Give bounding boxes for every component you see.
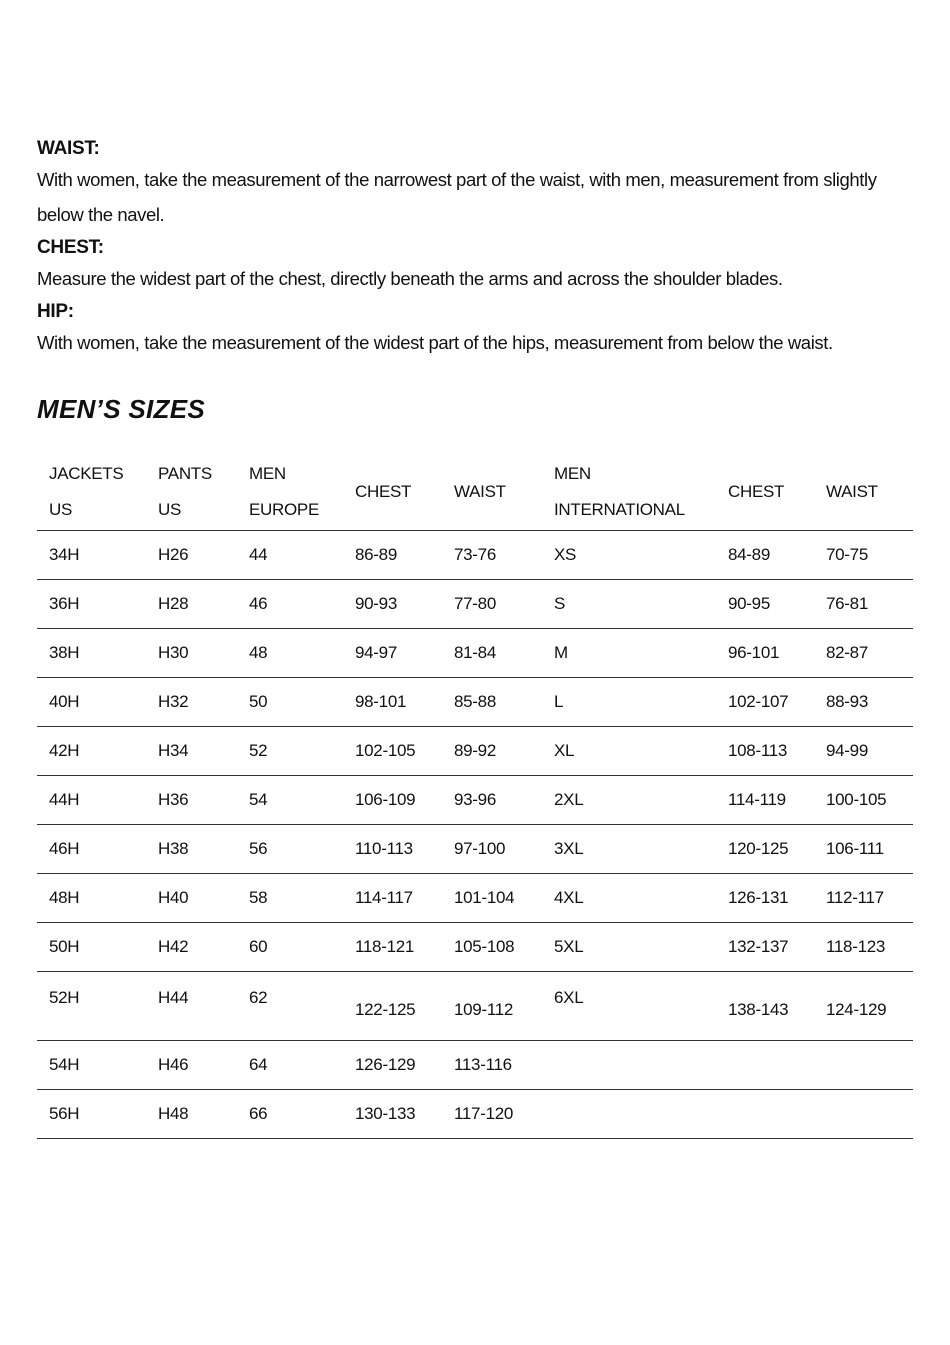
table-cell: H32: [146, 678, 237, 727]
table-cell: 97-100: [442, 825, 542, 874]
table-cell: 3XL: [542, 825, 716, 874]
table-cell: M: [542, 629, 716, 678]
table-cell: L: [542, 678, 716, 727]
table-cell: 126-129: [343, 1041, 442, 1090]
table-cell: 138-143: [716, 972, 814, 1041]
table-cell: H46: [146, 1041, 237, 1090]
table-cell: 102-107: [716, 678, 814, 727]
table-row: [37, 776, 913, 825]
table-cell: 54H: [37, 1041, 146, 1090]
table-cell: 122-125: [343, 972, 442, 1041]
header-men-europe: MEN EUROPE: [237, 453, 343, 531]
table-row: [37, 1090, 913, 1139]
table-cell: 101-104: [442, 874, 542, 923]
chest-description: Measure the widest part of the chest, directly beneath the arms and across the shoulder blades.: [37, 268, 783, 289]
table-cell: H30: [146, 629, 237, 678]
table-cell: 102-105: [343, 727, 442, 776]
header-jackets-us: JACKETS US: [37, 453, 146, 531]
table-cell: XL: [542, 727, 716, 776]
table-cell: 106-109: [343, 776, 442, 825]
table-cell: 52: [237, 727, 343, 776]
table-cell: H44: [146, 972, 237, 1041]
table-cell: 113-116: [442, 1041, 542, 1090]
table-row: [37, 1041, 913, 1090]
table-cell: 114-117: [343, 874, 442, 923]
table-cell: 124-129: [814, 972, 913, 1041]
table-cell: 108-113: [716, 727, 814, 776]
table-row: [37, 678, 913, 727]
table-cell: 84-89: [716, 531, 814, 580]
table-cell: H34: [146, 727, 237, 776]
table-cell: 54: [237, 776, 343, 825]
table-cell: 56: [237, 825, 343, 874]
table-row: [37, 531, 913, 580]
table-cell: 38H: [37, 629, 146, 678]
header-waist-eu: WAIST: [442, 453, 542, 531]
table-cell: 56H: [37, 1090, 146, 1139]
table-cell: 44H: [37, 776, 146, 825]
table-cell: 100-105: [814, 776, 913, 825]
table-row: [37, 874, 913, 923]
table-cell: 76-81: [814, 580, 913, 629]
table-cell: 130-133: [343, 1090, 442, 1139]
hip-term: HIP:: [37, 301, 74, 322]
table-cell: 46H: [37, 825, 146, 874]
header-chest-intl: CHEST: [716, 453, 814, 531]
table-cell: XS: [542, 531, 716, 580]
table-cell: 2XL: [542, 776, 716, 825]
table-cell: 105-108: [442, 923, 542, 972]
table-cell: 46: [237, 580, 343, 629]
table-cell: 106-111: [814, 825, 913, 874]
table-cell: 4XL: [542, 874, 716, 923]
section-title: MEN’S SIZES: [37, 394, 205, 424]
table-cell: 44: [237, 531, 343, 580]
header-chest-eu: CHEST: [343, 453, 442, 531]
hip-description: With women, take the measurement of the widest part of the hips, measurement from below the waist.: [37, 332, 833, 353]
table-cell: [716, 1041, 814, 1090]
table-cell: 120-125: [716, 825, 814, 874]
table-cell: H36: [146, 776, 237, 825]
table-cell: 114-119: [716, 776, 814, 825]
table-cell: 112-117: [814, 874, 913, 923]
table-cell: H26: [146, 531, 237, 580]
header-pants-us: PANTS US: [146, 453, 237, 531]
table-row: [37, 580, 913, 629]
table-cell: 132-137: [716, 923, 814, 972]
table-cell: 82-87: [814, 629, 913, 678]
table-cell: H48: [146, 1090, 237, 1139]
table-cell: 126-131: [716, 874, 814, 923]
table-cell: 34H: [37, 531, 146, 580]
waist-term: WAIST:: [37, 138, 100, 159]
header-men-international: MEN INTERNATIONAL: [542, 453, 716, 531]
table-cell: 48H: [37, 874, 146, 923]
table-cell: 88-93: [814, 678, 913, 727]
table-cell: 118-123: [814, 923, 913, 972]
table-cell: 117-120: [442, 1090, 542, 1139]
table-cell: 94-99: [814, 727, 913, 776]
table-cell: 118-121: [343, 923, 442, 972]
table-cell: 81-84: [442, 629, 542, 678]
table-cell: 94-97: [343, 629, 442, 678]
table-cell: 90-95: [716, 580, 814, 629]
table-cell: 50: [237, 678, 343, 727]
table-cell: 85-88: [442, 678, 542, 727]
table-cell: 109-112: [442, 972, 542, 1041]
header-waist-intl: WAIST: [814, 453, 913, 531]
table-cell: H28: [146, 580, 237, 629]
table-cell: S: [542, 580, 716, 629]
table-cell: 42H: [37, 727, 146, 776]
table-cell: [716, 1090, 814, 1139]
table-cell: 62: [237, 972, 343, 1041]
table-header-row: [37, 453, 913, 531]
table-row: [37, 629, 913, 678]
table-cell: 93-96: [442, 776, 542, 825]
table-cell: 60: [237, 923, 343, 972]
table-cell: 73-76: [442, 531, 542, 580]
table-cell: 77-80: [442, 580, 542, 629]
table-cell: 6XL: [542, 972, 716, 1041]
table-cell: 90-93: [343, 580, 442, 629]
table-cell: 66: [237, 1090, 343, 1139]
table-cell: 52H: [37, 972, 146, 1041]
table-cell: H40: [146, 874, 237, 923]
table-cell: 5XL: [542, 923, 716, 972]
table-cell: [542, 1090, 716, 1139]
table-cell: 48: [237, 629, 343, 678]
table-cell: [542, 1041, 716, 1090]
table-cell: [814, 1090, 913, 1139]
table-cell: 64: [237, 1041, 343, 1090]
table-cell: 50H: [37, 923, 146, 972]
table-cell: 36H: [37, 580, 146, 629]
table-row: [37, 825, 913, 874]
table-cell: 89-92: [442, 727, 542, 776]
table-row: [37, 727, 913, 776]
table-cell: 58: [237, 874, 343, 923]
table-row: [37, 972, 913, 1041]
table-cell: H42: [146, 923, 237, 972]
table-cell: H38: [146, 825, 237, 874]
table-cell: 98-101: [343, 678, 442, 727]
table-row: [37, 923, 913, 972]
waist-description: With women, take the measurement of the narrowest part of the waist, with men, measurement from slightly below the navel.: [37, 169, 877, 225]
table-cell: 96-101: [716, 629, 814, 678]
table-cell: 110-113: [343, 825, 442, 874]
table-cell: 86-89: [343, 531, 442, 580]
table-cell: 70-75: [814, 531, 913, 580]
table-cell: [814, 1041, 913, 1090]
measurement-guide: [37, 136, 913, 363]
mens-size-table: [37, 453, 913, 1139]
table-cell: 40H: [37, 678, 146, 727]
chest-term: CHEST:: [37, 237, 104, 258]
